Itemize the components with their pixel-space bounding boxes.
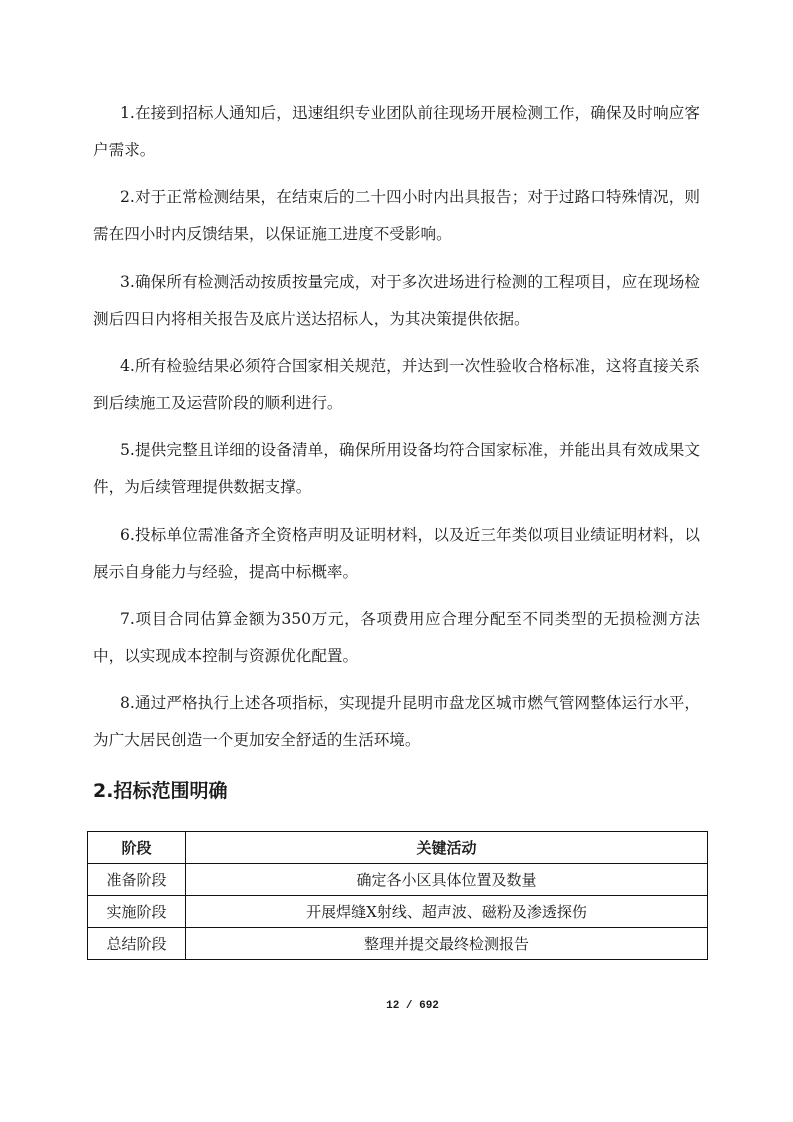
activity-cell: 开展焊缝X射线、超声波、磁粉及渗透探伤 bbox=[186, 896, 708, 928]
paragraph-3: 3.确保所有检测活动按质按量完成，对于多次进场进行检测的工程项目，应在现场检测后四日内将相关报告及底片送达招标人，为其决策提供依据。 bbox=[93, 273, 700, 328]
activity-cell: 整理并提交最终检测报告 bbox=[186, 928, 708, 960]
page-number: 12 / 692 bbox=[386, 1000, 439, 1012]
paragraph-8: 8.通过严格执行上述各项指标，实现提升昆明市盘龙区城市燃气管网整体运行水平，为广大居民创造一个更加安全舒适的生活环境。 bbox=[93, 694, 700, 749]
header-key-activity: 关键活动 bbox=[186, 832, 708, 864]
paragraph-4: 4.所有检验结果必须符合国家相关规范，并达到一次性验收合格标准，这将直接关系到后续施工及运营阶段的顺利进行。 bbox=[93, 357, 700, 412]
section-heading: 2.招标范围明确 bbox=[93, 780, 228, 802]
table-row bbox=[88, 928, 708, 960]
stage-cell: 准备阶段 bbox=[88, 864, 186, 896]
paragraph-5: 5.提供完整且详细的设备清单，确保所用设备均符合国家标准，并能出具有效成果文件，为后续管理提供数据支撑。 bbox=[93, 441, 700, 496]
paragraph-1: 1.在接到招标人通知后，迅速组织专业团队前往现场开展检测工作，确保及时响应客户需求。 bbox=[93, 104, 700, 159]
activity-cell: 确定各小区具体位置及数量 bbox=[186, 864, 708, 896]
paragraph-2: 2.对于正常检测结果，在结束后的二十四小时内出具报告；对于过路口特殊情况，则需在四小时内反馈结果，以保证施工进度不受影响。 bbox=[93, 188, 700, 243]
table-header-row bbox=[88, 832, 708, 864]
table-row bbox=[88, 896, 708, 928]
paragraph-6: 6.投标单位需准备齐全资格声明及证明材料，以及近三年类似项目业绩证明材料，以展示自身能力与经验，提高中标概率。 bbox=[93, 526, 700, 581]
stage-cell: 总结阶段 bbox=[88, 928, 186, 960]
paragraph-7: 7.项目合同估算金额为350万元，各项费用应合理分配至不同类型的无损检测方法中，以实现成本控制与资源优化配置。 bbox=[93, 610, 700, 665]
table-row bbox=[88, 864, 708, 896]
stage-cell: 实施阶段 bbox=[88, 896, 186, 928]
scope-table bbox=[87, 831, 708, 960]
header-stage: 阶段 bbox=[88, 832, 186, 864]
